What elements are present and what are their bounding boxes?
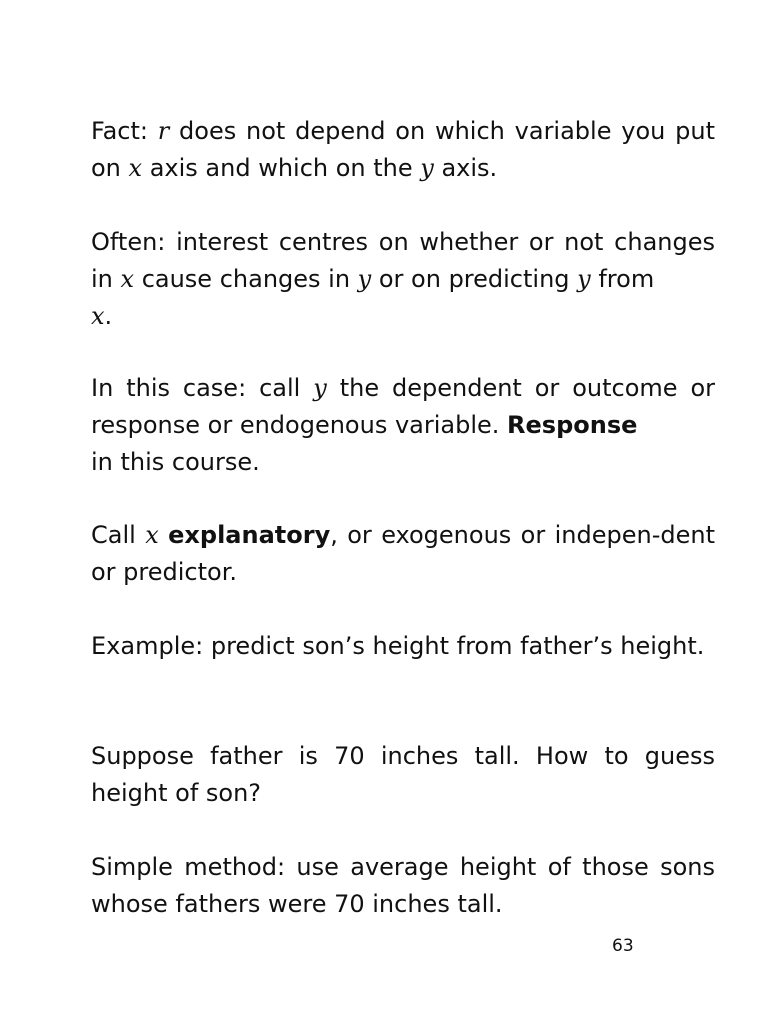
page-number: 63	[612, 936, 634, 956]
case-label: In this case:	[91, 374, 247, 402]
var-x: x	[91, 302, 105, 330]
fact-text-3: axis.	[433, 154, 498, 182]
explanatory-term: explanatory	[168, 521, 331, 549]
often-text-1: interest centres on whether or not changes in	[91, 228, 715, 293]
often-text-5: .	[104, 302, 113, 330]
often-text-3: or on predicting	[371, 265, 578, 293]
suppose-text: Suppose father is 70 inches tall. How to guess height of son?	[91, 742, 715, 807]
method-label: Simple method:	[91, 853, 286, 881]
method-paragraph	[91, 849, 715, 923]
var-y: y	[577, 265, 591, 293]
often-text-2: cause changes in	[134, 265, 358, 293]
case-paragraph	[91, 370, 715, 481]
example-label: Example:	[91, 632, 204, 660]
call-paragraph	[91, 517, 715, 591]
case-text-3: in this course.	[91, 448, 260, 476]
call-text-2: , or exogenous or indepen-dent or predictor.	[91, 521, 715, 586]
call-text-1: Call	[91, 521, 146, 549]
fact-label: Fact:	[91, 117, 148, 145]
var-x: x	[145, 521, 159, 549]
var-y: y	[313, 374, 327, 402]
case-text-2: the dependent or outcome or response or endogenous variable.	[91, 374, 715, 439]
fact-text-1: does not depend on which variable you put on	[91, 117, 715, 182]
response-term: Response	[507, 411, 638, 439]
often-paragraph	[91, 224, 715, 335]
fact-paragraph	[91, 113, 715, 187]
var-y: y	[357, 265, 372, 293]
suppose-paragraph	[91, 738, 715, 812]
case-text-1: call	[246, 374, 314, 402]
example-paragraph	[91, 628, 715, 665]
var-x: x	[128, 154, 143, 182]
example-text: predict son’s height from father’s height.	[203, 632, 705, 660]
method-text: use average height of those sons whose fathers were 70 inches tall.	[91, 853, 715, 918]
often-label: Often:	[91, 228, 166, 256]
fact-text-2: axis and which on the	[142, 154, 421, 182]
often-text-4: from	[590, 265, 655, 293]
var-y: y	[420, 154, 434, 182]
var-r: r	[157, 117, 170, 145]
var-x: x	[120, 265, 135, 293]
